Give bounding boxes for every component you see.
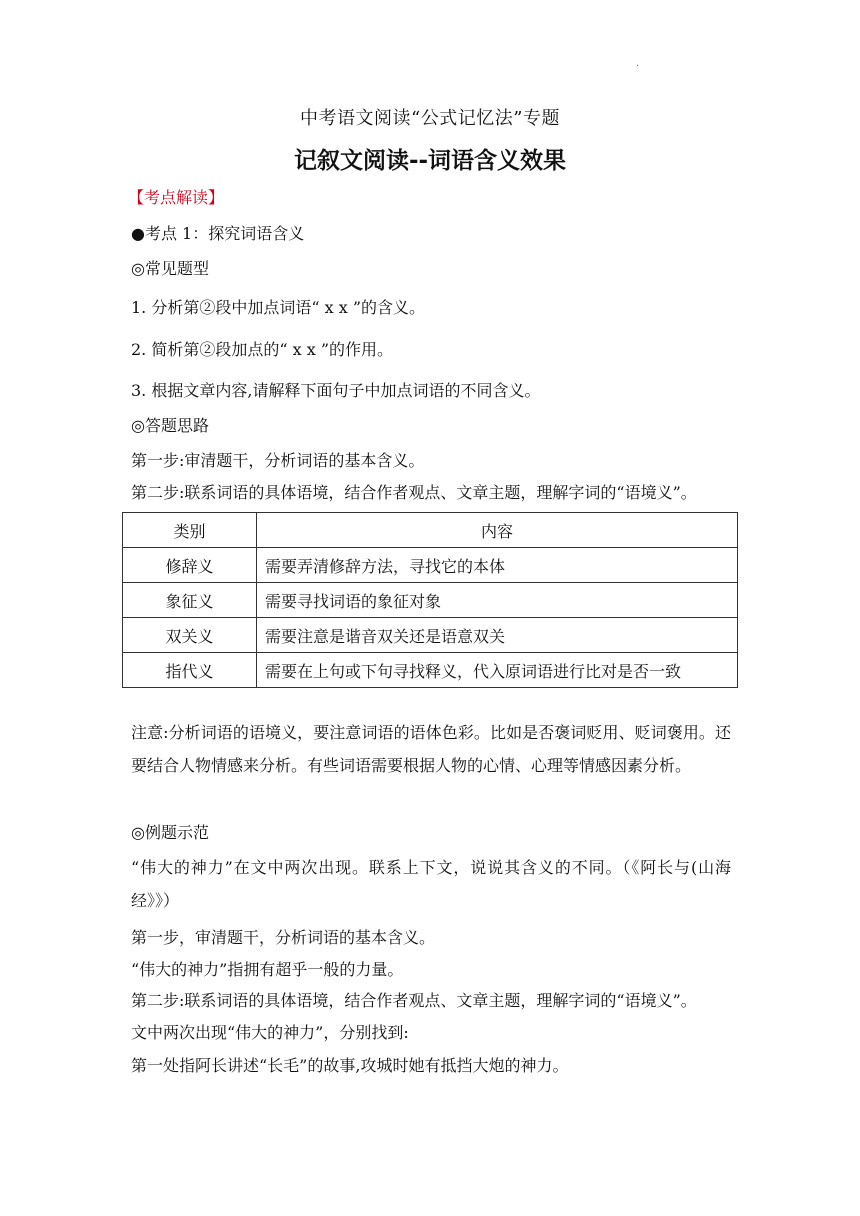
section-header: 【考点解读】 bbox=[128, 188, 225, 207]
example-step-one: 第一步，审清题干，分析词语的基本含义。 bbox=[131, 928, 436, 947]
table-header-category: 类别 bbox=[123, 513, 257, 548]
example-step-two: 第二步:联系词语的具体语境，结合作者观点、文章主题，理解字词的“语境义”。 bbox=[131, 991, 697, 1010]
table-cell-category: 象征义 bbox=[123, 583, 257, 618]
question-item: 1. 分析第②段中加点词语“ x x ”的含义。 bbox=[131, 298, 426, 317]
question-item: 2. 简析第②段加点的“ x x ”的作用。 bbox=[131, 340, 394, 359]
table-row bbox=[123, 583, 738, 618]
table-cell-content: 需要寻找词语的象征对象 bbox=[257, 583, 738, 618]
table-cell-category: 指代义 bbox=[123, 653, 257, 688]
table-header-content: 内容 bbox=[257, 513, 738, 548]
common-types-heading: ◎常见题型 bbox=[131, 259, 209, 278]
table-cell-content: 需要弄清修辞方法，寻找它的本体 bbox=[257, 548, 738, 583]
example-heading: ◎例题示范 bbox=[131, 823, 209, 842]
series-subtitle: 中考语文阅读“公式记忆法”专题 bbox=[300, 108, 560, 129]
table-row bbox=[123, 618, 738, 653]
table-row bbox=[123, 548, 738, 583]
meaning-types-table bbox=[122, 512, 738, 688]
example-first: 第一处指阿长讲述“长毛”的故事,攻城时她有抵挡大炮的神力。 bbox=[131, 1056, 569, 1075]
step-one: 第一步:审清题干，分析词语的基本含义。 bbox=[131, 451, 425, 470]
table-cell-category: 修辞义 bbox=[123, 548, 257, 583]
point-heading: ●考点 1：探究词语含义 bbox=[131, 224, 305, 243]
note-paragraph: 注意:分析词语的语境义，要注意词语的语体色彩。比如是否褒词贬用、贬词褒用。还要结合人物情感来分析。有些词语需要根据人物的心情、心理等情感因素分析。 bbox=[131, 723, 731, 775]
step-two: 第二步:联系词语的具体语境，结合作者观点、文章主题，理解字词的“语境义”。 bbox=[131, 483, 697, 502]
page-title: 记叙文阅读--词语含义效果 bbox=[293, 148, 567, 174]
page-dot: . bbox=[636, 58, 640, 69]
example-found: 文中两次出现“伟大的神力”，分别找到: bbox=[131, 1023, 409, 1042]
question-item: 3. 根据文章内容,请解释下面句子中加点词语的不同含义。 bbox=[131, 381, 541, 400]
example-question: “伟大的神力”在文中两次出现。联系上下文，说说其含义的不同。（《阿长与(山海经》》） bbox=[131, 858, 731, 910]
table-cell-content: 需要注意是谐音双关还是语意双关 bbox=[257, 618, 738, 653]
table-header-row bbox=[123, 513, 738, 548]
approach-heading: ◎答题思路 bbox=[131, 416, 209, 435]
example-meaning: “伟大的神力”指拥有超乎一般的力量。 bbox=[131, 960, 404, 979]
table-row bbox=[123, 653, 738, 688]
table-cell-category: 双关义 bbox=[123, 618, 257, 653]
table-cell-content: 需要在上句或下句寻找释义，代入原词语进行比对是否一致 bbox=[257, 653, 738, 688]
